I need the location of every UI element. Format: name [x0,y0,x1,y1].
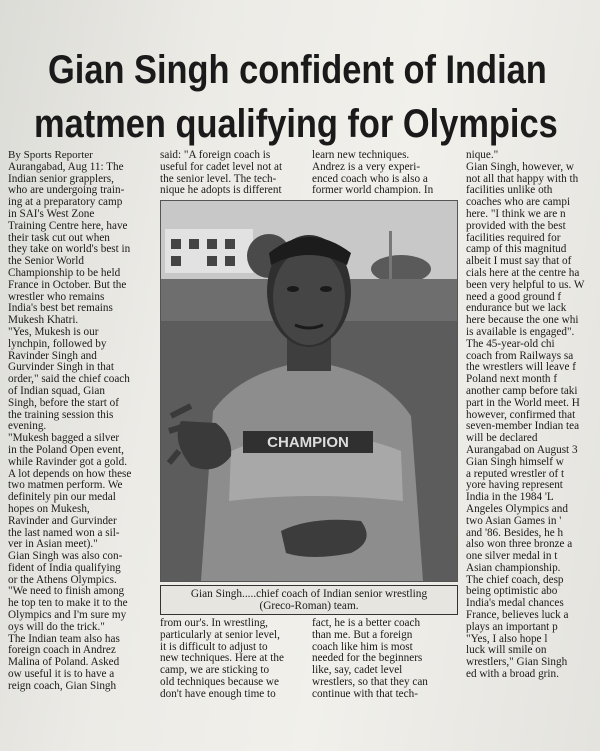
text-line: order," said the chief coach [8,373,130,386]
column-3-top [312,150,458,197]
text-line: in the Poland Open event, [8,443,124,456]
text-line: the senior level. The tech- [160,172,277,185]
text-line: the training session this [8,408,114,421]
text-line: two Asian Games in ' [466,514,562,527]
text-line: Asian championship. [466,561,561,574]
caption-line-2: (Greco-Roman) team. [259,600,359,612]
text-line: and '86. Besides, he h [466,526,564,539]
text-line: in SAI's West Zone [8,207,95,220]
text-line: nique." [466,150,499,161]
text-line: like, say, cadet level [312,664,403,677]
text-line: coach from Railways sa [466,349,574,362]
text-line: fact, he is a better coach [312,617,421,629]
shirt-text: CHAMPION [267,434,349,451]
text-line: Olympics and I'm sure my [8,609,127,622]
column-2-bottom-text [160,618,306,701]
text-line: provided with the best [466,219,566,232]
text-line: The 45-year-old chi [466,337,555,350]
text-line: yore having represent [466,479,563,492]
text-line: camp, we are sticking to [160,664,270,677]
text-line: endurance but we lack [466,302,567,315]
text-line: from our's. In wrestling, [160,617,268,629]
text-line: ed with a broad grin. [466,668,559,681]
text-line: the Senior World [8,255,84,268]
text-line: they take on world's best in [8,243,131,256]
text-line: said: "A foreign coach is [160,149,271,161]
text-line: coaches who are campi [466,196,571,209]
text-line: who are undergoing train- [8,184,125,197]
text-line: coach like him is most [312,640,413,653]
text-line: oys will do the trick." [8,620,105,633]
text-line: not all that happy with th [466,172,579,185]
column-3-bottom [312,618,458,701]
text-line: one silver medal in t [466,550,558,563]
text-line: India's medal chances [466,597,564,610]
text-line: "We need to finish among [8,585,125,598]
coach-photo-illustration [161,201,457,581]
text-line: Aurangabad, Aug 11: The [8,160,124,173]
text-line: Indian senior grapplers, [8,172,114,185]
text-line: "Yes, Mukesh is our [8,325,99,338]
text-line: France, believes luck a [466,609,569,622]
text-line: the wrestlers will leave f [466,361,576,374]
text-line: ing at a preparatory camp [8,196,123,209]
column-2-top [160,150,306,197]
text-line: Gian Singh himself w [466,455,564,468]
text-line: wrestlers, so that they can [312,675,428,688]
text-line: Singh, before the start of [8,396,119,409]
text-line: Mukesh Khatri. [8,314,79,327]
text-line: "Yes, I also hope l [466,632,548,645]
text-line: lynchpin, followed by [8,337,107,350]
text-line: been very helpful to us. W [466,278,585,291]
text-line: will be declared [466,432,538,445]
text-line: he top ten to make it to the [8,597,128,610]
headline-line-2: matmen qualifying for Olympics [34,102,558,146]
column-1 [8,150,151,693]
text-line: The Indian team also has [8,632,120,645]
text-line: hopes on Mukesh, [8,502,90,515]
text-line: useful for cadet level not at [160,160,283,173]
text-line: ow useful it is to have a [8,668,115,681]
text-line: of Indian squad, Gian [8,384,105,397]
text-line: Training Centre here, have [8,219,128,232]
text-line: it is difficult to adjust to [160,640,268,653]
text-line: plays an important p [466,620,558,633]
text-line: while Ravinder got a gold. [8,455,127,468]
text-line: foreign coach in Andrez [8,644,116,657]
text-line: is available is engaged". [466,325,575,338]
text-line: particularly at senior level, [160,628,280,641]
text-line: a reputed wrestler of t [466,467,565,480]
column-3-top-text [312,150,458,197]
text-line: enced coach who is also a [312,172,428,185]
text-line: luck will smile on [466,644,547,657]
text-line: Gian Singh was also con- [8,550,123,563]
text-line: France in October. But the [8,278,127,291]
column-4-text [466,150,600,681]
column-2-bottom [160,618,306,701]
text-line: their task cut out when [8,231,110,244]
text-line: don't have enough time to [160,687,276,700]
text-line: India in the 1984 'L [466,491,554,504]
text-line: camp of this magnitud [466,243,567,256]
text-line: fident of India qualifying [8,561,121,574]
text-line: A lot depends on how these [8,467,132,480]
text-line: ver in Asian meet)." [8,538,98,551]
text-line: Malina of Poland. Asked [8,656,120,669]
text-line: Poland next month f [466,373,558,386]
text-line: two matmen perform. We [8,479,123,492]
text-line: Aurangabad on August 3 [466,443,578,456]
text-line: Gurvinder Singh in that [8,361,114,374]
text-line: seven-member Indian tea [466,420,580,433]
text-line: being optimistic abo [466,585,558,598]
text-line: India's best bet remains [8,302,113,315]
text-line: albeit I must say that of [466,255,572,268]
text-line: nique he adopts is different [160,184,282,197]
text-line: needed for the beginners [312,652,423,665]
text-line: "Mukesh bagged a silver [8,432,120,445]
text-line: the last named won a sil- [8,526,120,539]
text-line: or the Athens Olympics. [8,573,117,586]
text-line: reign coach, Gian Singh [8,679,117,692]
headline-line-1: Gian Singh confident of Indian [48,48,547,92]
text-line: part in the World meet. H [466,396,580,409]
column-3-bottom-text [312,618,458,701]
text-line: old techniques because we [160,675,279,688]
text-line: than me. But a foreign [312,628,413,641]
text-line: evening. [8,420,47,433]
text-line: also won three bronze a [466,538,573,551]
text-line: here. "I think we are n [466,207,566,220]
text-line: The chief coach, desp [466,573,564,586]
text-line: learn new techniques. [312,149,410,161]
text-line: Ravinder Singh and [8,349,97,362]
text-line: new techniques. Here at the [160,652,284,665]
text-line: however, confirmed that [466,408,576,421]
byline: By Sports Reporter [8,149,93,161]
text-line: facilities unlike oth [466,184,553,197]
text-line: need a good ground f [466,290,562,303]
caption-line-1: Gian Singh.....chief coach of Indian senior wrestling [190,588,428,600]
text-line: wrestlers," Gian Singh [466,656,568,669]
text-line: Gian Singh, however, w [466,160,574,173]
column-2-top-text [160,150,306,197]
text-line: definitely pin our medal [8,491,116,504]
column-4 [466,150,600,681]
text-line: facilities required for [466,231,561,244]
text-line: Andrez is a very experi- [312,160,421,173]
photo-caption [160,585,458,615]
text-line: Championship to be held [8,266,121,279]
text-line: continue with that tech- [312,687,418,700]
text-line: here because the one whi [466,314,579,327]
text-line: Ravinder and Gurvinder [8,514,117,527]
text-line: wrestler who remains [8,290,105,303]
text-line: another camp before taki [466,384,578,397]
news-photo [160,200,458,582]
column-1-text [8,162,151,693]
text-line: Angeles Olympics and [466,502,568,515]
text-line: former world champion. In [312,184,434,197]
text-line: cials here at the centre ha [466,266,580,279]
